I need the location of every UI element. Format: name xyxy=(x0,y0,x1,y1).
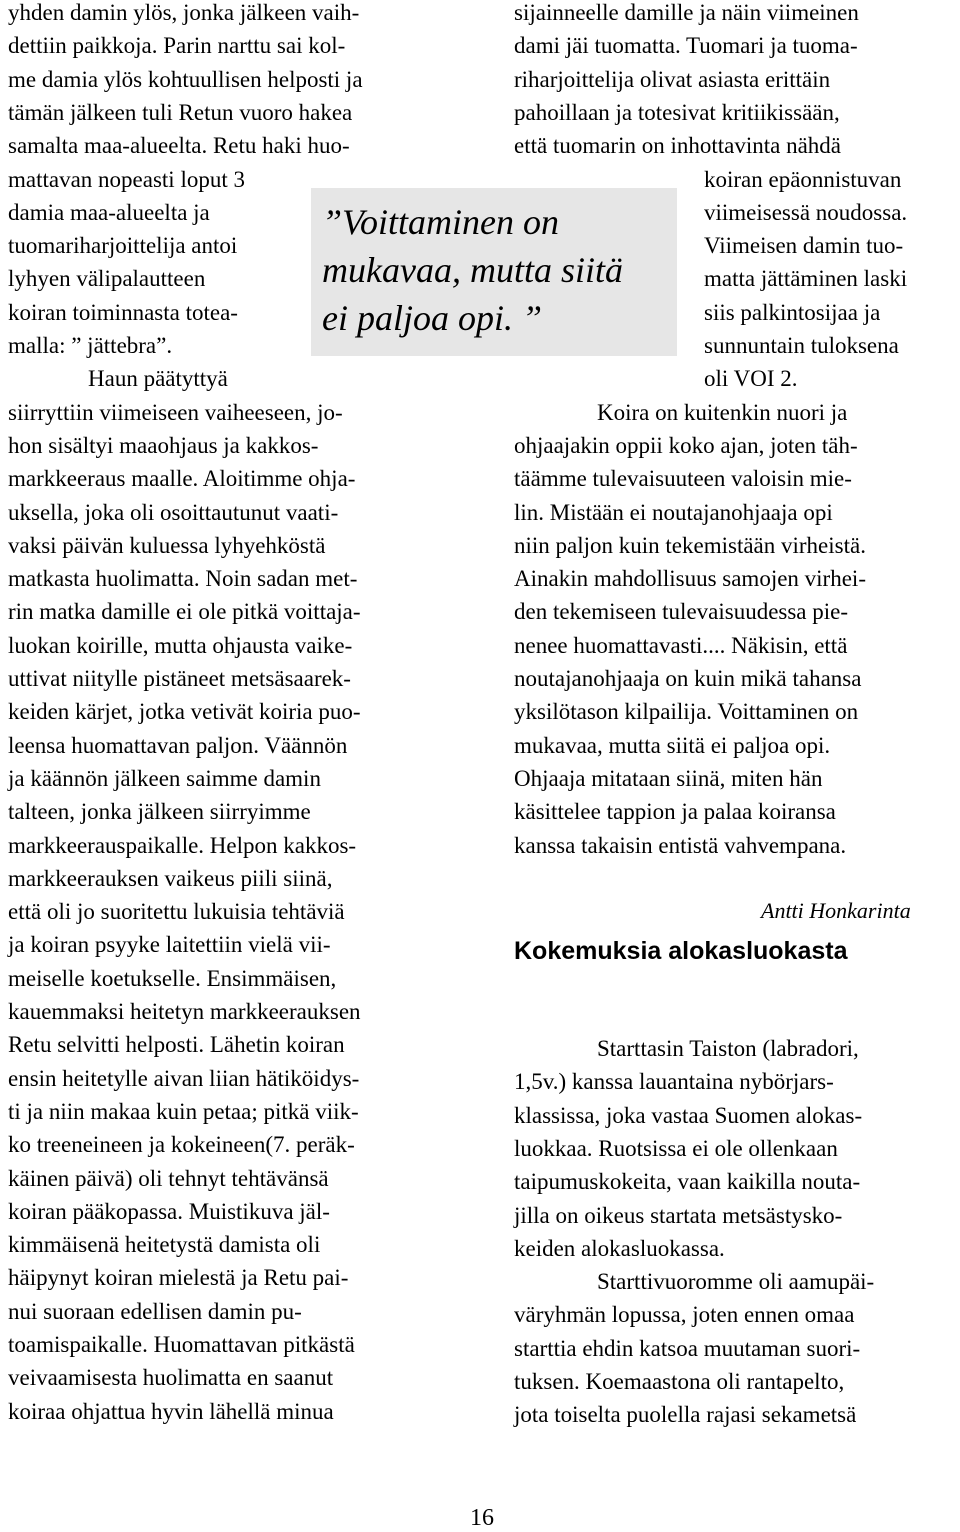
body-text-line: noutajanohjaaja on kuin mikä tahansa xyxy=(514,666,862,691)
body-text-line: leensa huomattavan paljon. Väännön xyxy=(8,732,348,758)
body-text-line: nenee huomattavasti.... Näkisin, että xyxy=(514,632,848,658)
body-text-line: Haun päätyttyä xyxy=(88,366,228,392)
body-text-line: markkeerauspaikalle. Helpon kakkos- xyxy=(8,832,357,858)
body-text-line: uksella, joka oli osoittautunut vaati- xyxy=(8,499,339,525)
body-text-line: keiden kärjet, jotka vetivät koiria puo- xyxy=(8,699,361,725)
body-text-line: koiran epäonnistuvan xyxy=(704,166,902,192)
body-text-line: siirryttiin viimeiseen vaiheeseen, jo- xyxy=(8,399,343,425)
body-text-line: kanssa takaisin entistä vahvempana. xyxy=(514,832,847,858)
body-text-line: vaksi päivän kuluessa lyhyehköstä xyxy=(8,532,326,558)
body-text-line: uttivat niitylle pistäneet metsäsaarek- xyxy=(8,666,351,691)
body-text-line: ohjaajakin oppii koko ajan, joten täh- xyxy=(514,432,858,458)
pull-quote-line: mukavaa, mutta siitä xyxy=(322,250,623,290)
body-text-line: matta jättäminen laski xyxy=(704,266,908,292)
body-text-line: veivaamisesta huolimatta en saanut xyxy=(8,1365,334,1391)
section-heading: Kokemuksia alokasluokasta xyxy=(514,937,848,965)
pull-quote-line: ”Voittaminen on xyxy=(322,202,560,242)
body-text-line: sunnuntain tuloksena xyxy=(704,333,899,358)
body-text-line: tuomariharjoittelija antoi xyxy=(8,233,238,259)
body-text-line: dettiin paikkoja. Parin narttu sai kol- xyxy=(8,33,346,59)
body-text-line: me damia ylös kohtuullisen helposti ja xyxy=(8,66,363,92)
author-signature: Antti Honkarinta xyxy=(761,898,911,923)
body-text-line: meiselle koetukselle. Ensimmäisen, xyxy=(8,965,337,991)
body-text-line: ti ja niin makaa kuin petaa; pitkä viik- xyxy=(8,1098,359,1124)
body-text-line: ja käännön jälkeen saimme damin xyxy=(8,765,321,791)
body-text-line: Viimeisen damin tuo- xyxy=(704,233,904,259)
body-text-line: kimmäisenä heitetystä damista oli xyxy=(8,1232,321,1258)
body-text-line: tämän jälkeen tuli Retun vuoro hakea xyxy=(8,99,353,125)
body-text-line: taipumuskokeita, vaan kaikilla nouta- xyxy=(514,1169,861,1195)
body-text-line: Starttivuoromme oli aamupäi- xyxy=(597,1269,875,1295)
body-text-line: että oli jo suoritettu lukuisia tehtäviä xyxy=(8,899,345,925)
body-text-line: käinen päivä) oli tehnyt tehtävänsä xyxy=(8,1165,329,1191)
body-text-line: nui suoraan edellisen damin pu- xyxy=(8,1298,302,1324)
body-text-line: luokan koirille, mutta ohjausta vaike- xyxy=(8,632,353,658)
body-text-line: lin. Mistään ei noutajanohjaaja opi xyxy=(514,499,833,525)
body-text-line: luokkaa. Ruotsissa ei ole ollenkaan xyxy=(514,1135,838,1161)
body-text-line: samalta maa-alueelta. Retu haki huo- xyxy=(8,133,350,159)
body-text-line: klassissa, joka vastaa Suomen alokas- xyxy=(514,1102,863,1128)
body-text-line: rin matka damille ei ole pitkä voittaja- xyxy=(8,599,361,625)
body-text-line: Ohjaaja mitataan siinä, miten hän xyxy=(514,765,823,791)
body-text-line: viimeisessä noudossa. xyxy=(704,199,908,225)
body-text-line: jota toiselta puolella rajasi sekametsä xyxy=(514,1402,857,1428)
body-text-line: 1,5v.) kanssa lauantaina nybörjars- xyxy=(514,1069,834,1095)
body-text-line: hon sisältyi maaohjaus ja kakkos- xyxy=(8,432,319,458)
body-text-line: koiraa ohjattua hyvin lähellä minua xyxy=(8,1398,334,1424)
body-text-line: markkeeraus maalle. Aloitimme ohja- xyxy=(8,466,356,492)
body-text-line: niin paljon kuin tekemistään virheistä. xyxy=(514,532,866,558)
body-text-line: yhden damin ylös, jonka jälkeen vaih- xyxy=(8,0,360,25)
body-text-line: damia maa-alueelta ja xyxy=(8,199,210,225)
body-text-line: den tekemiseen tulevaisuudessa pie- xyxy=(514,599,849,625)
body-text-line: keiden alokasluokassa. xyxy=(514,1235,725,1261)
body-text-line: koiran pääkopassa. Muistikuva jäl- xyxy=(8,1198,330,1224)
body-text-line: toamispaikalle. Huomattavan pitkästä xyxy=(8,1332,355,1357)
body-text-line: ensin heitetylle aivan liian hätiköidys- xyxy=(8,1065,360,1091)
body-text-line: sijainneelle damille ja näin viimeinen xyxy=(514,0,859,25)
body-text-line: kauemmaksi heitetyn markkeerauksen xyxy=(8,999,361,1024)
body-text-line: koiran toiminnasta totea- xyxy=(8,299,238,325)
body-text-line: dami jäi tuomatta. Tuomari ja tuoma- xyxy=(514,33,858,59)
body-text-line: pahoillaan ja totesivat kritiikissään, xyxy=(514,99,840,125)
body-text-line: talteen, jonka jälkeen siirryimme xyxy=(8,799,311,825)
body-text-line: Koira on kuitenkin nuori ja xyxy=(597,399,848,425)
body-text-line: starttia ehdin katsoa muutaman suori- xyxy=(514,1335,861,1361)
body-text-line: siis palkintosijaa ja xyxy=(704,299,881,325)
body-text-line: Retu selvitti helposti. Lähetin koiran xyxy=(8,1032,345,1058)
body-text-line: väryhmän lopussa, joten ennen omaa xyxy=(514,1302,855,1328)
body-text-line: mattavan nopeasti loput 3 xyxy=(8,166,245,192)
page-number: 16 xyxy=(470,1505,494,1531)
body-text-line: käsittelee tappion ja palaa koiransa xyxy=(514,799,836,825)
body-text-line: mukavaa, mutta siitä ei paljoa opi. xyxy=(514,732,831,758)
body-text-line: oli VOI 2. xyxy=(704,366,798,392)
body-text-line: ko treeneineen ja kokeineen(7. peräk- xyxy=(8,1132,355,1158)
body-text-line: täämme tulevaisuuteen valoisin mie- xyxy=(514,466,852,492)
pull-quote-line: ei paljoa opi. ” xyxy=(322,298,543,338)
body-text-line: häipynyt koiran mielestä ja Retu pai- xyxy=(8,1265,349,1291)
body-text-line: ja koiran psyyke laitettiin vielä vii- xyxy=(8,932,331,958)
body-text-line: jilla on oikeus startata metsästysko- xyxy=(514,1202,843,1228)
body-text-line: Starttasin Taiston (labradori, xyxy=(597,1036,859,1061)
body-text-line: että tuomarin on inhottavinta nähdä xyxy=(514,133,842,159)
body-text-line: Ainakin mahdollisuus samojen virhei- xyxy=(514,566,866,592)
body-text-line: tuksen. Koemaastona oli rantapelto, xyxy=(514,1369,845,1394)
body-text-line: matkasta huolimatta. Noin sadan met- xyxy=(8,566,358,592)
body-text-line: yksilötason kilpailija. Voittaminen on xyxy=(514,699,859,725)
body-text-line: lyhyen välipalautteen xyxy=(8,266,206,292)
body-text-line: malla: ” jättebra”. xyxy=(8,333,173,358)
body-text-line: markkeerauksen vaikeus piili siinä, xyxy=(8,865,333,891)
body-text-line: riharjoittelija olivat asiasta erittäin xyxy=(514,66,831,92)
